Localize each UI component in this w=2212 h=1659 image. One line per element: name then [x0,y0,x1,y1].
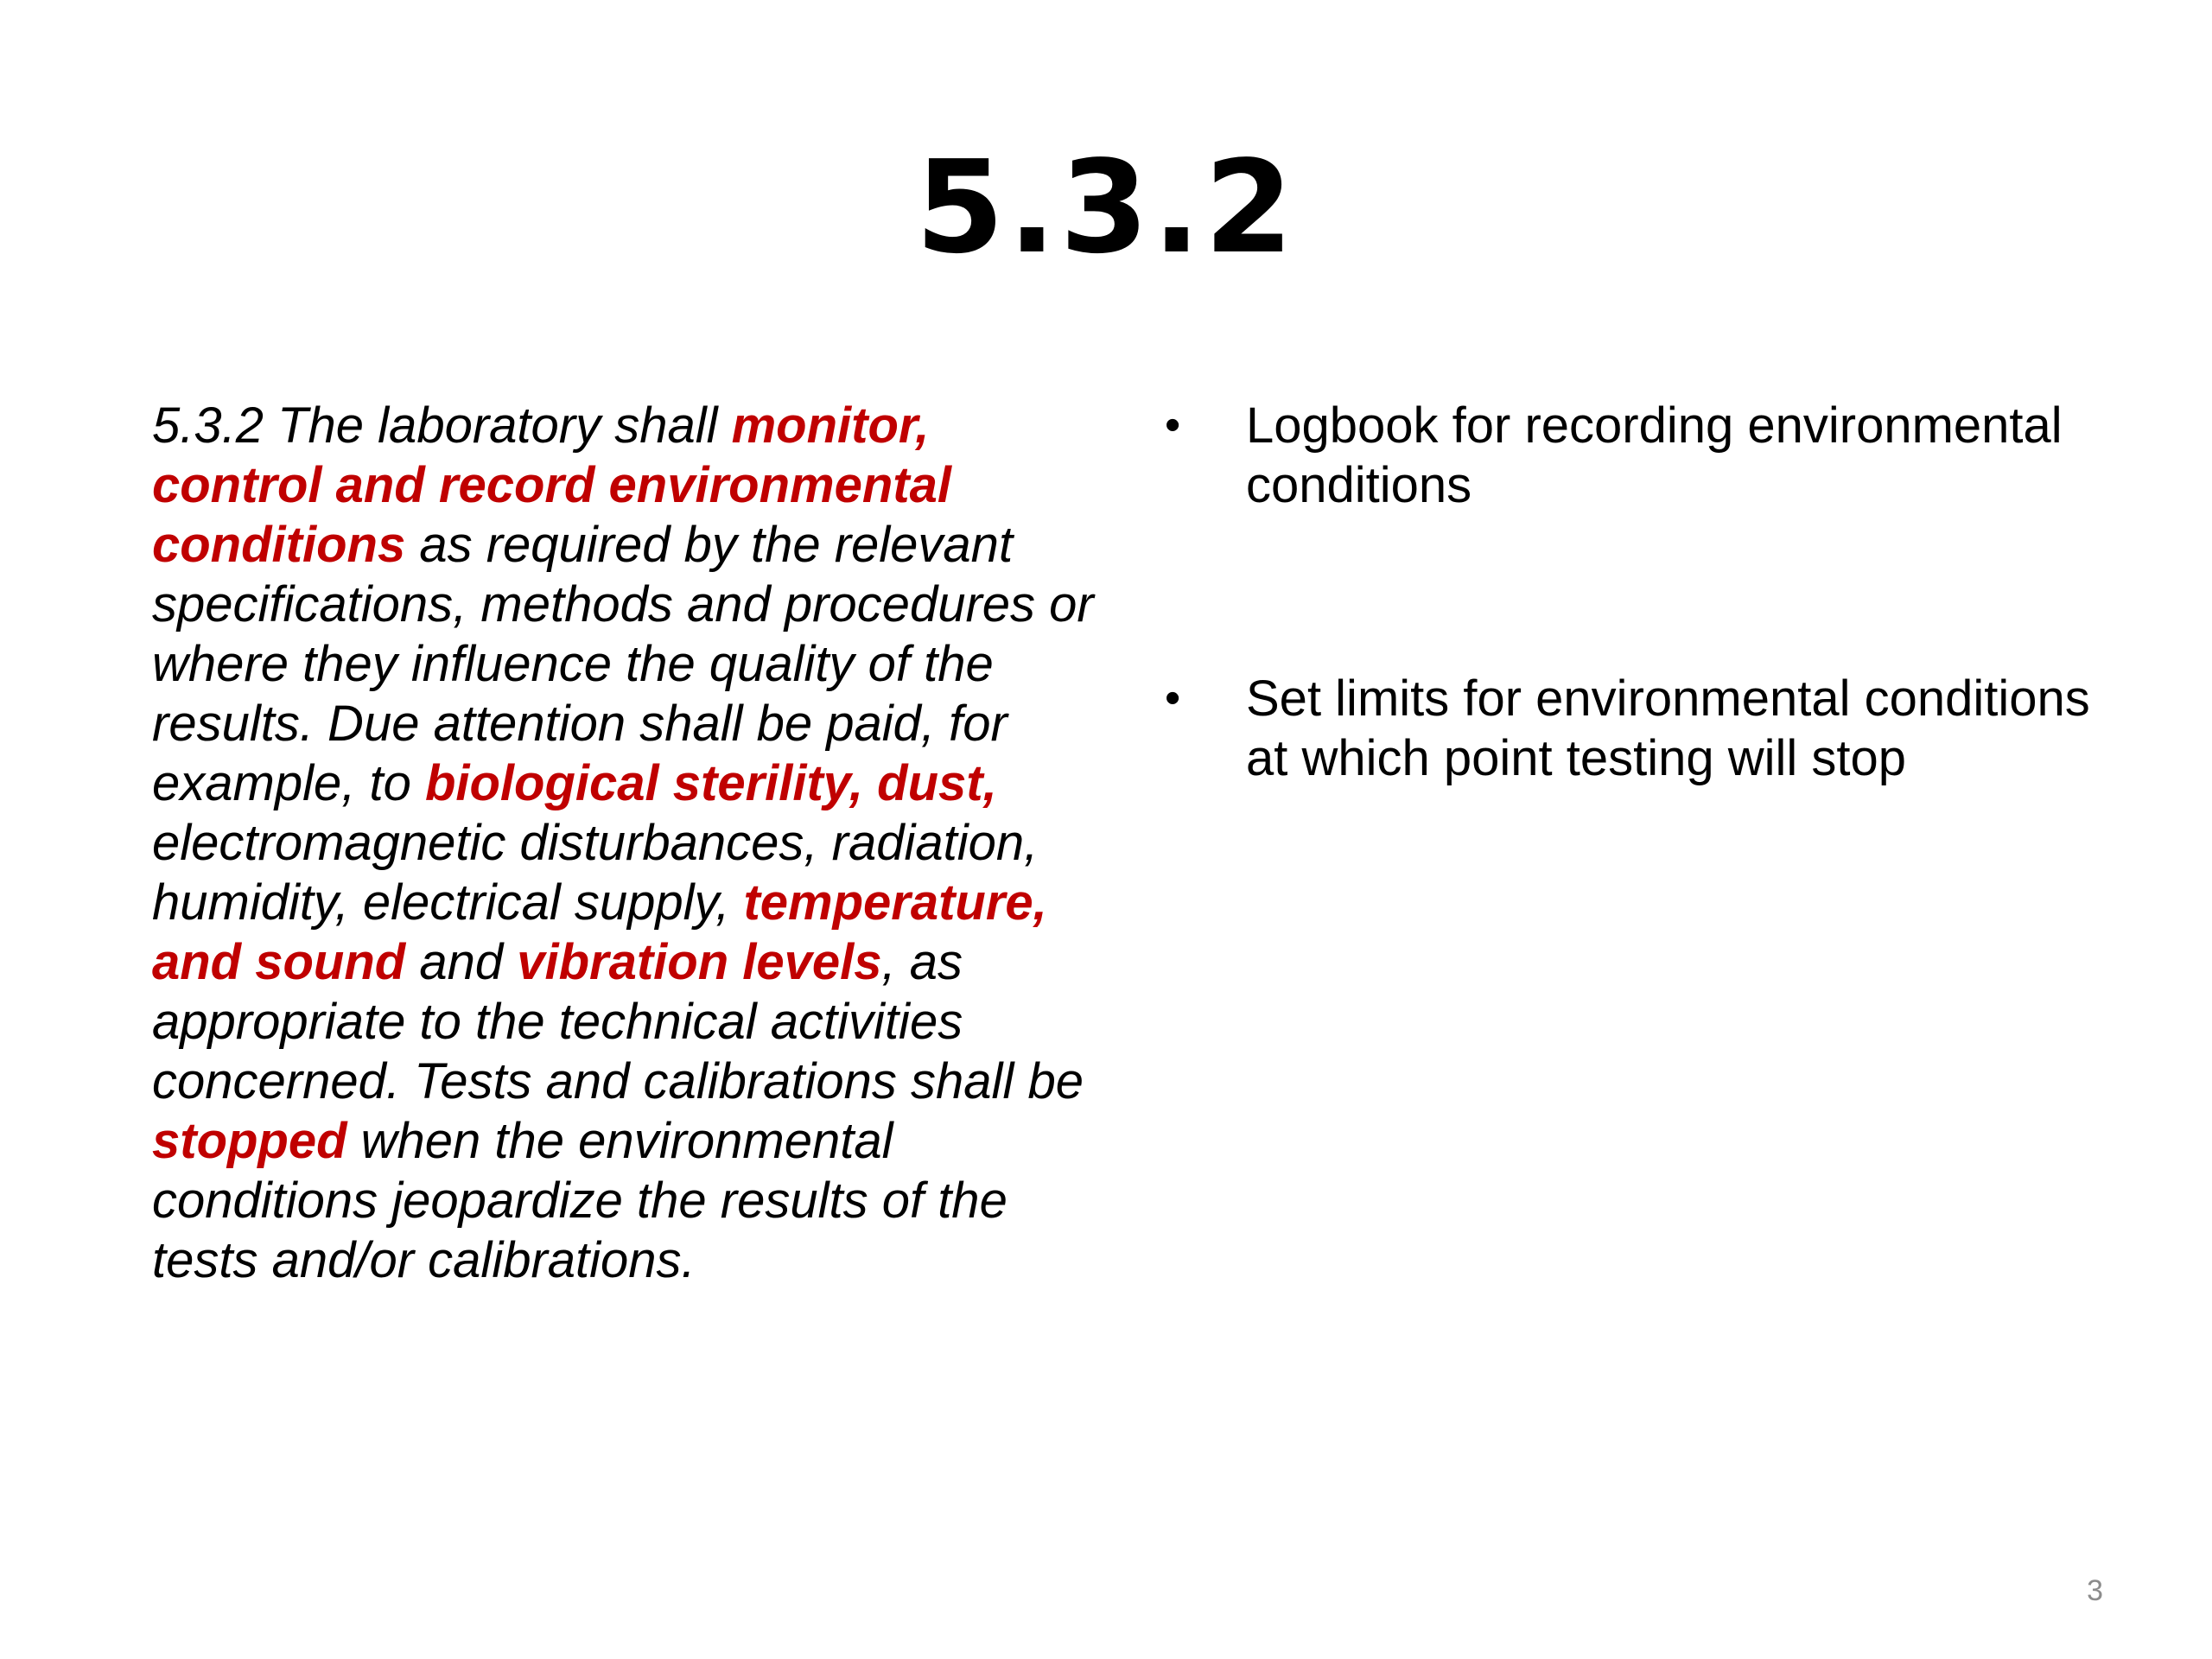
clause-text: 5.3.2 The laboratory shall [152,397,732,454]
clause-text: and [405,934,518,990]
bullet-list [1149,396,2117,788]
clause-highlight: monitor, control and record environmental conditions [152,397,951,573]
clause-text: electromagnetic disturbances, radiation, humidity, electrical supply, [152,815,1039,931]
bullet-item-logbook [1149,396,2117,515]
bullet-text: Set limits for environmental conditions at which point testing will stop [1246,671,2090,786]
clause-highlight: vibration levels [517,934,882,990]
bullet-marker: • [1165,673,1181,723]
page-number: 3 [2087,1574,2103,1607]
clause-highlight: stopped [152,1113,347,1169]
clause-text: when the environmental conditions jeopardize the results of the tests and/or calibrations. [152,1113,1007,1288]
bullet-marker: • [1165,400,1181,450]
slide-title: 5.3.2 [915,133,1297,282]
standard-clause-paragraph [152,396,1094,1290]
bullet-item-limits [1149,669,2117,788]
bullet-text: Logbook for recording environmental conditions [1246,397,2063,513]
clause-text: , as appropriate to the technical activities concerned. Tests and calibrations shall be [152,934,1084,1109]
clause-highlight: temperature, and sound [152,874,1047,990]
clause-text: as required by the relevant specifications, methods and procedures or where they influence the quality of the results. Due attention shall be paid, for example, to [152,517,1094,811]
clause-highlight: biological sterility, dust, [424,755,997,811]
